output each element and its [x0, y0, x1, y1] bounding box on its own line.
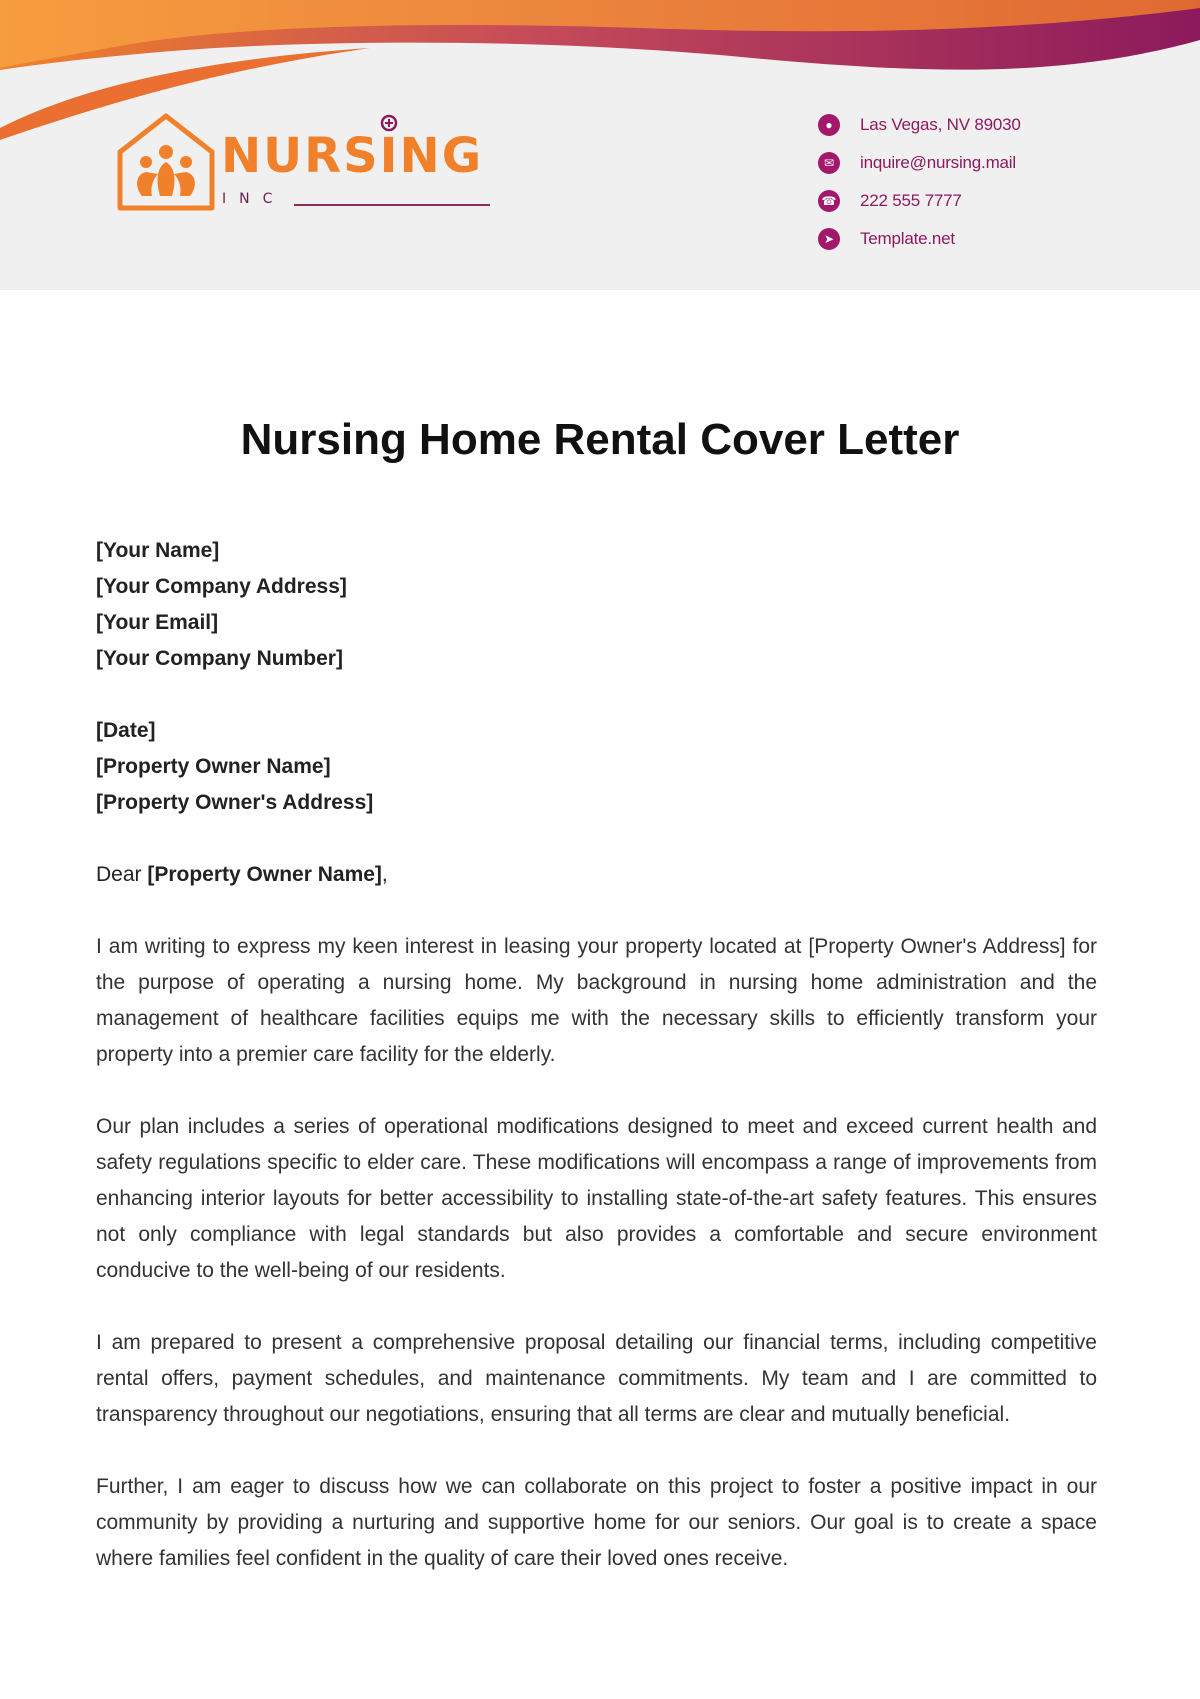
salutation-name: [Property Owner Name]	[147, 863, 382, 886]
letter-body	[96, 929, 1097, 1577]
body-paragraph: Further, I am eager to discuss how we can collaborate on this project to foster a positive impact in our community by providing a nurturing and supportive home for our seniors. Our goal is to create a space where families feel confident in the quality of care their loved ones receive.	[96, 1475, 1097, 1570]
sender-address: [Your Company Address]	[96, 575, 347, 598]
location-pin-icon: ●	[818, 114, 840, 136]
page-title: Nursing Home Rental Cover Letter	[240, 415, 960, 464]
sender-block	[96, 533, 1097, 677]
body-paragraph: I am prepared to present a comprehensive proposal detailing our financial terms, including competitive rental offers, payment schedules, and maintenance commitments. My team and I are committed to transparency throughout our negotiations, ensuring that all terms are clear and mutually beneficial.	[96, 1331, 1097, 1426]
recipient-address: [Property Owner's Address]	[96, 791, 374, 814]
contact-item-email	[818, 144, 1021, 182]
contact-website[interactable]: Template.net	[860, 229, 955, 248]
body-paragraph: Our plan includes a series of operational modifications designed to meet and exceed current health and safety regulations specific to elder care. These modifications will encompass a range of improvements from enhancing interior layouts for better accessibility to installing state-of-the-art safety features. This ensures not only compliance with legal standards but also provides a comfortable and secure environment conducive to the well-being of our residents.	[96, 1115, 1097, 1282]
cursor-icon: ➤	[818, 228, 840, 250]
logo-divider	[294, 204, 490, 206]
mail-icon: ✉	[818, 152, 840, 174]
company-logo	[116, 112, 496, 217]
contact-info	[818, 106, 1021, 258]
house-people-icon	[116, 112, 216, 212]
body-paragraph: I am writing to express my keen interest in leasing your property located at [Property Owner's Address] for the purpose of operating a nursing home. My background in nursing home administration and the management of healthcare facilities equips me with the necessary skills to efficiently transform your property into a premier care facility for the elderly.	[96, 935, 1097, 1066]
recipient-name: [Property Owner Name]	[96, 755, 331, 778]
sender-number: [Your Company Number]	[96, 647, 343, 670]
contact-item-address	[818, 106, 1021, 144]
sender-email: [Your Email]	[96, 611, 219, 634]
salutation-prefix: Dear	[96, 863, 148, 886]
company-name: NURSING	[221, 128, 484, 184]
salutation	[96, 857, 1097, 893]
phone-icon: ☎	[818, 190, 840, 212]
company-subtitle: INC	[222, 191, 286, 207]
contact-address: Las Vegas, NV 89030	[860, 115, 1021, 134]
recipient-block	[96, 713, 1097, 821]
salutation-suffix: ,	[381, 863, 388, 886]
sender-name: [Your Name]	[96, 539, 220, 562]
contact-email[interactable]: inquire@nursing.mail	[860, 153, 1016, 172]
letter-date: [Date]	[96, 719, 156, 742]
medical-plus-icon	[380, 114, 398, 132]
contact-item-website	[818, 220, 1021, 258]
contact-item-phone	[818, 182, 1021, 220]
contact-phone: 222 555 7777	[860, 191, 962, 210]
letterhead	[0, 0, 1200, 290]
